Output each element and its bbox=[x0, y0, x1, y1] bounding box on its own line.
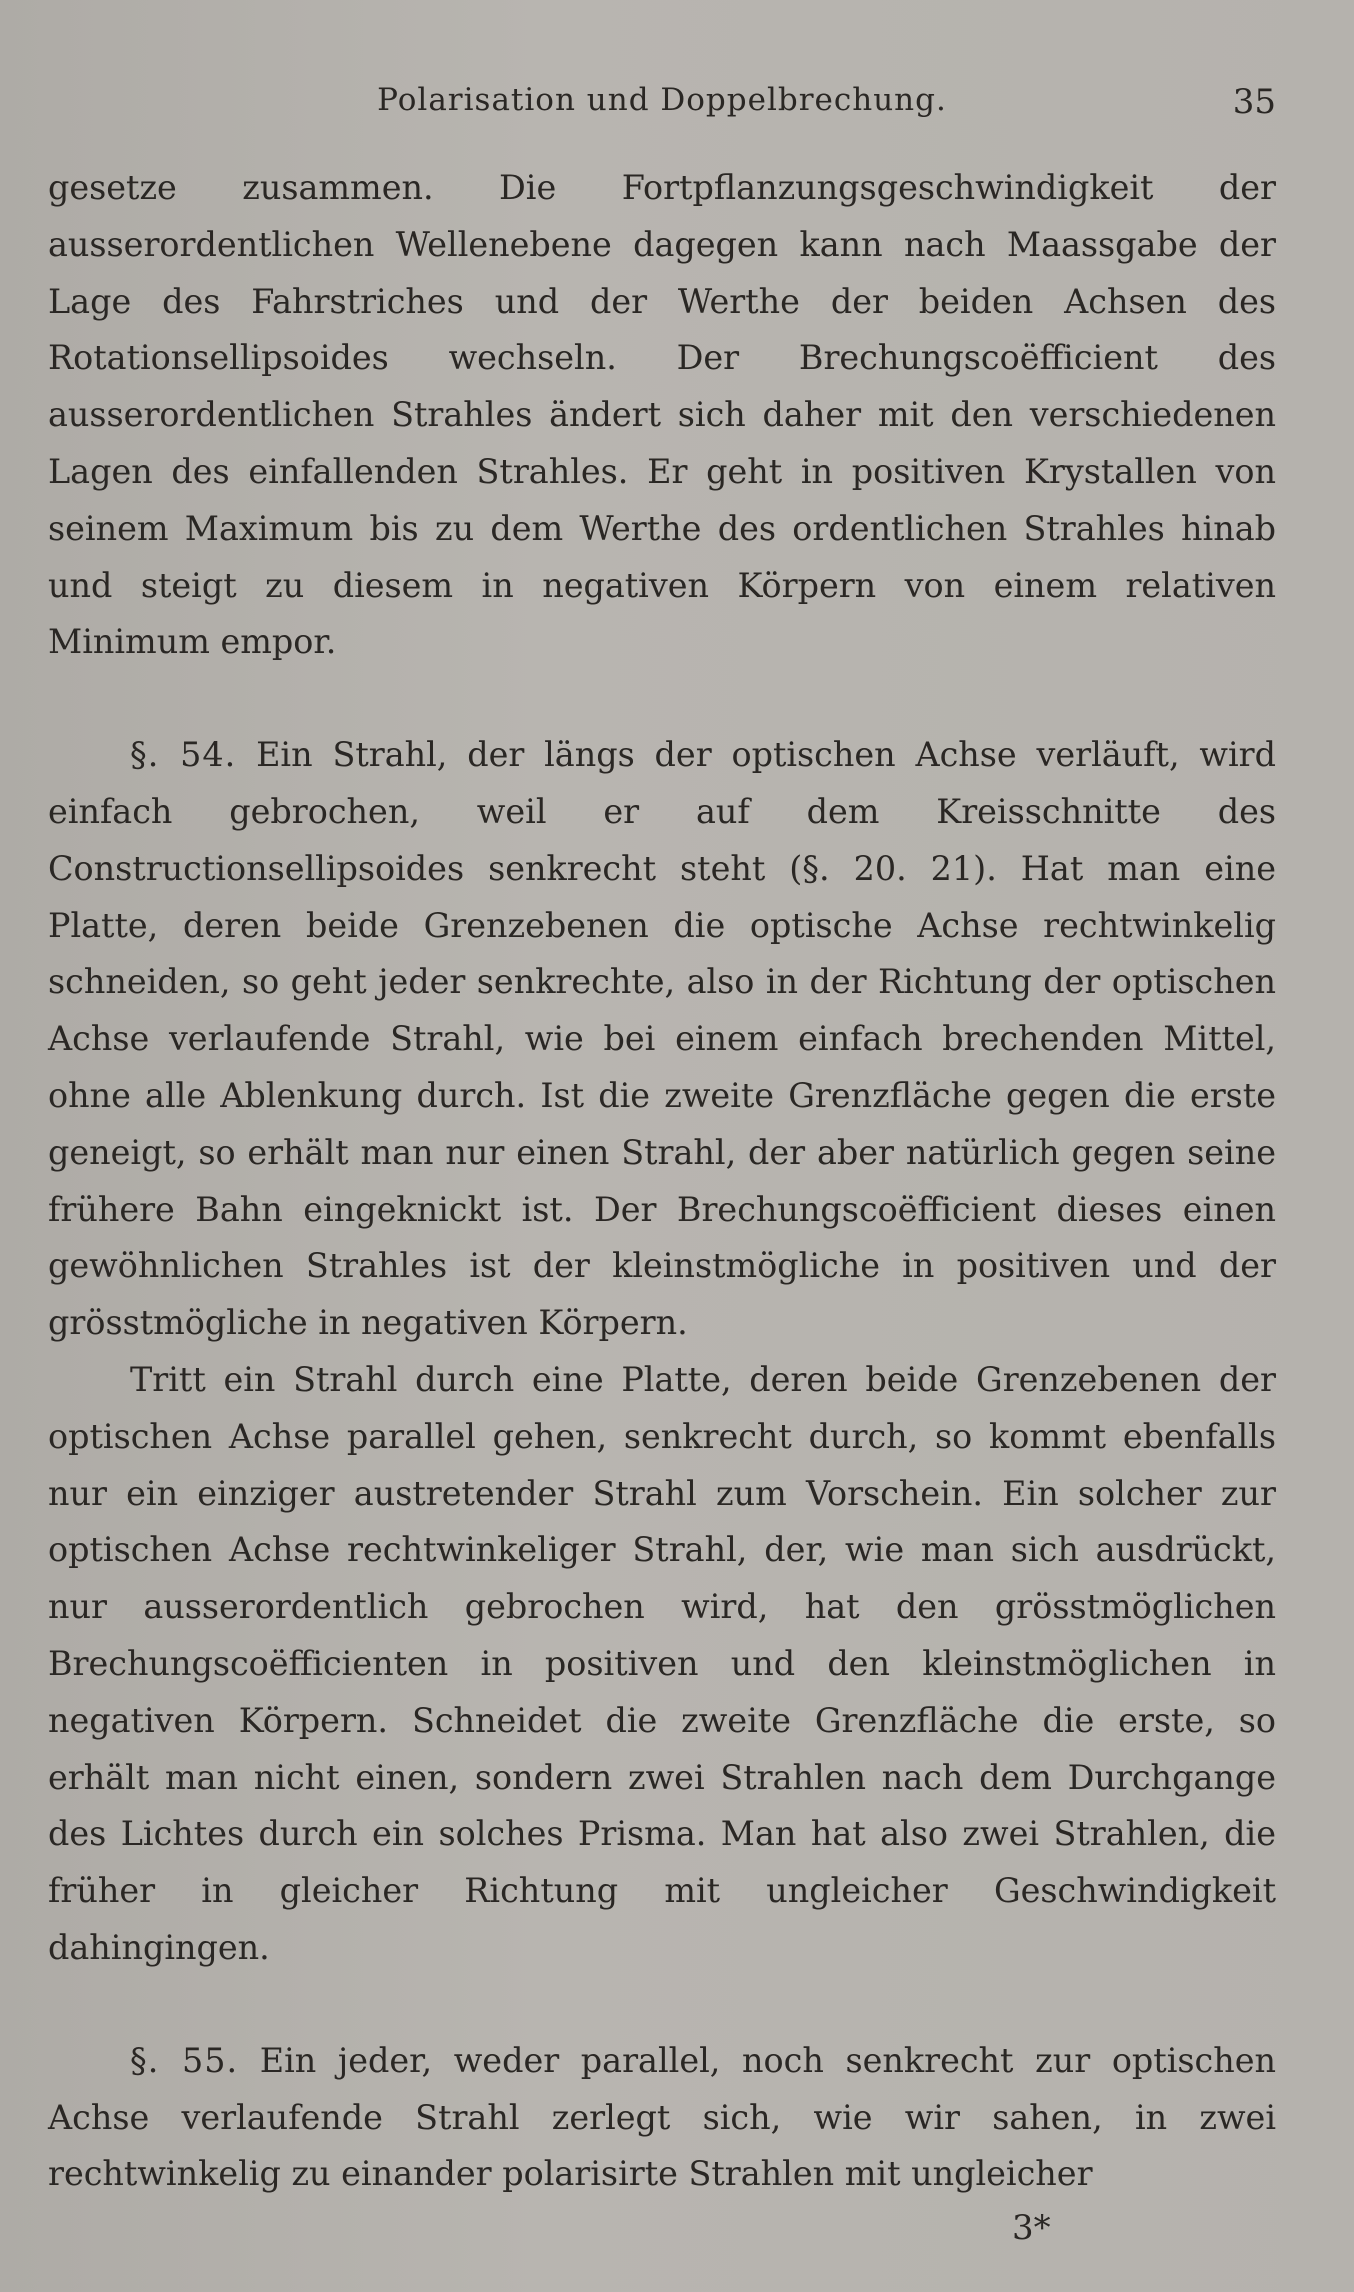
section-number: §. 55. bbox=[130, 2040, 239, 2080]
paragraph-text: gesetze zusammen. Die Fortpflanzungsgeschwindigkeit der ausserordentlichen Wellenebene dagegen kann nach Maassgabe der Lage des Fahrstriches und der Werthe der beiden Achsen des Rotationsellipsoides wechseln. Der Brechungscoëfficient des ausserordentlichen Strahles ändert sich daher mit den verschiedenen Lagen des einfallenden Strahles. Er geht in positiven Krystallen von seinem Maximum bis zu dem Werthe des ordentlichen Strahles hinab und steigt zu diesem in negativen Körpern von einem relativen Minimum empor. bbox=[48, 168, 1276, 662]
paragraph-text: Tritt ein Strahl durch eine Platte, deren beide Grenzebenen der optischen Achse parallel gehen, senkrecht durch, so kommt ebenfalls nur ein einziger austretender Strahl zum Vorschein. Ein solcher zur optischen Achse rechtwinkeliger Strahl, der, wie man sich ausdrückt, nur ausserordentlich gebrochen wird, hat den grösstmöglichen Brechungscoëfficienten in positiven und den kleinstmöglichen in negativen Körpern. Schneidet die zweite Grenzfläche die erste, so erhält man nicht einen, sondern zwei Strahlen nach dem Durchgange des Lichtes durch ein solches Prisma. Man hat also zwei Strahlen, die früher in gleicher Richtung mit ungleicher Geschwindigkeit dahingingen. bbox=[48, 1359, 1276, 1967]
paragraph-plate-parallel bbox=[48, 1352, 1276, 1977]
section-number: §. 54. bbox=[130, 735, 237, 775]
paragraph-section-54 bbox=[48, 727, 1276, 1352]
paragraph-continuation bbox=[48, 160, 1276, 671]
running-title: Polarisation und Doppelbrechung. bbox=[377, 82, 947, 118]
paragraph-section-55 bbox=[48, 2033, 1276, 2203]
page-number: 35 bbox=[1232, 82, 1276, 122]
paragraph-text: Ein Strahl, der längs der optischen Achse verläuft, wird einfach gebrochen, weil er auf dem Kreisschnitte des Constructionsellipsoides senkrecht steht (§. 20. 21). Hat man eine Platte, deren beide Grenzebenen die optische Achse rechtwinkelig schneiden, so geht jeder senkrechte, also in der Richtung der optischen Achse verlaufende Strahl, wie bei einem einfach brechenden Mittel, ohne alle Ablenkung durch. Ist die zweite Grenzfläche gegen die erste geneigt, so erhält man nur einen Strahl, der aber natürlich gegen seine frühere Bahn eingeknickt ist. Der Brechungscoëfficient dieses einen gewöhnlichen Strahles ist der kleinstmögliche in positiven und der grösstmögliche in negativen Körpern. bbox=[48, 735, 1276, 1343]
signature-mark: 3* bbox=[1012, 2208, 1051, 2248]
running-head bbox=[48, 78, 1276, 128]
body-text bbox=[48, 160, 1276, 2203]
paragraph-text: Ein jeder, weder parallel, noch senkrecht zur optischen Achse verlaufende Strahl zerlegt sich, wie wir sahen, in zwei rechtwinkelig zu einander polarisirte Strahlen mit ungleicher bbox=[48, 2040, 1276, 2194]
